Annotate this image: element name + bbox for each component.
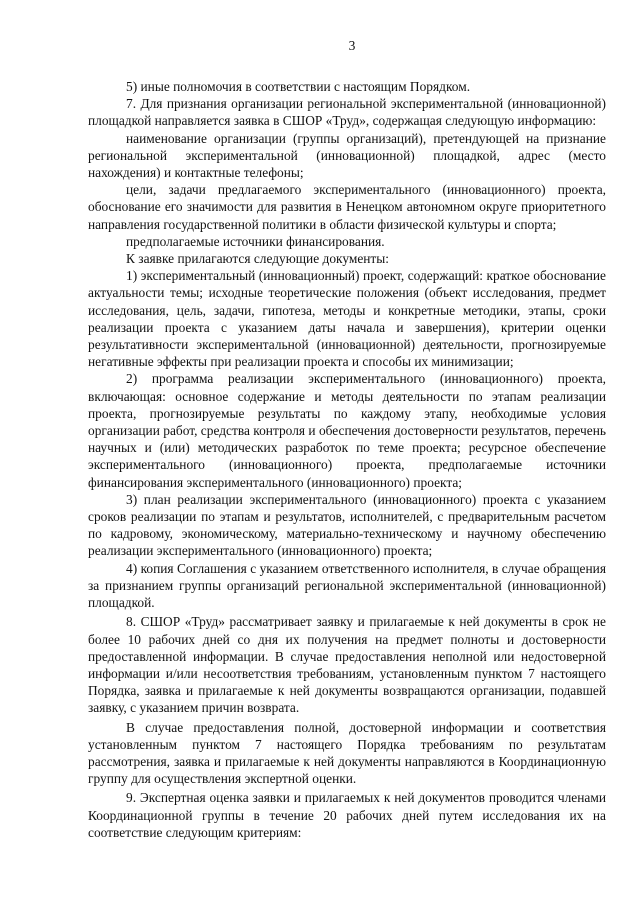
paragraph-doc-2-program: 2) программа реализации экспериментального (инновационного) проекта, включающая: основное содержание и методы деятельности по этапам реализации проекта, прогнозируемые результаты по каждому этапу, необходимые условия организации работ, средства контроля и обеспечения достоверности результатов, перечень научных и (или) методических разработок по теме проекта; ресурсное обеспечение экспериментального (инновационного) проекта, предполагаемые источники финансирования экспериментального (инновационного) проекта; — [88, 371, 606, 490]
paragraph-organization-name: наименование организации (группы организаций), претендующей на признание региональной экспериментальной (инновационной) площадкой, адрес (место нахождения) и контактные телефоны; — [88, 130, 606, 181]
paragraph-item-5-other-powers: 5) иные полномочия в соответствии с настоящим Порядком. — [126, 79, 471, 94]
document-body — [88, 78, 606, 841]
paragraph-project-goals: цели, задачи предлагаемого экспериментального (инновационного) проекта, обоснование его значимости для развития в Ненецком автономном округе приоритетного направления государственной политики в области физической культуры и спорта; — [88, 182, 606, 232]
paragraph-8-complete-info: В случае предоставления полной, достоверной информации и соответствия установленным пунктом 7 настоящего Порядка требованиям по результатам рассмотрения, заявка и прилагаемые к ней документы направляются в Координационную группу для осуществления экспертной оценки. — [88, 719, 606, 787]
page-number: 3 — [348, 38, 356, 53]
paragraph-9-expert-evaluation: 9. Экспертная оценка заявки и прилагаемых к ней документов проводится членами Координационной группы в течение 20 рабочих дней путем исследования их на соответствие следующим критериям: — [88, 790, 606, 840]
paragraph-doc-4-agreement: 4) копия Соглашения с указанием ответственного исполнителя, в случае обращения за признанием группы организаций региональной экспериментальной (инновационной) площадкой. — [88, 560, 606, 611]
paragraph-attached-documents: К заявке прилагаются следующие документы: — [126, 251, 390, 267]
paragraph-doc-1-project: 1) экспериментальный (инновационный) проект, содержащий: краткое обоснование актуальности темы; исходные теоретические положения (объект исследования, предмет исследования, цель, задачи, гипотеза, методы и конкретные методики, этапы, сроки реализации проекта с указанием даты начала и завершения), критерии оценки результативности экспериментальной (инновационной) деятельности, прогнозируемые негативные эффекты при реализации проекта и способы их минимизации; — [88, 268, 606, 370]
paragraph-8-review: 8. СШОР «Труд» рассматривает заявку и прилагаемые к ней документы в срок не более 10 рабочих дней со дня их получения на предмет полноты и достоверности предоставленной информации. В случае предоставления неполной или недостоверной информации и/или несоответствия требованиям, установленным пунктом 7 настоящего Порядка, заявка и прилагаемые к ней документы возвращаются организации, подавшей заявку, с указанием причин возврата. — [88, 614, 606, 716]
paragraph-doc-3-plan: 3) план реализации экспериментального (инновационного) проекта с указанием сроков реализации по этапам и результатов, исполнителей, с предварительным расчетом по кадровому, экономическому, материально-техническому и научному обеспечению реализации экспериментального (инновационного) проекта; — [88, 491, 606, 559]
paragraph-7-application: 7. Для признания организации региональной экспериментальной (инновационной) площадкой направляется заявка в СШОР «Труд», содержащая следующую информацию: — [88, 96, 606, 129]
paragraph-funding-sources: предполагаемые источники финансирования. — [126, 233, 385, 249]
